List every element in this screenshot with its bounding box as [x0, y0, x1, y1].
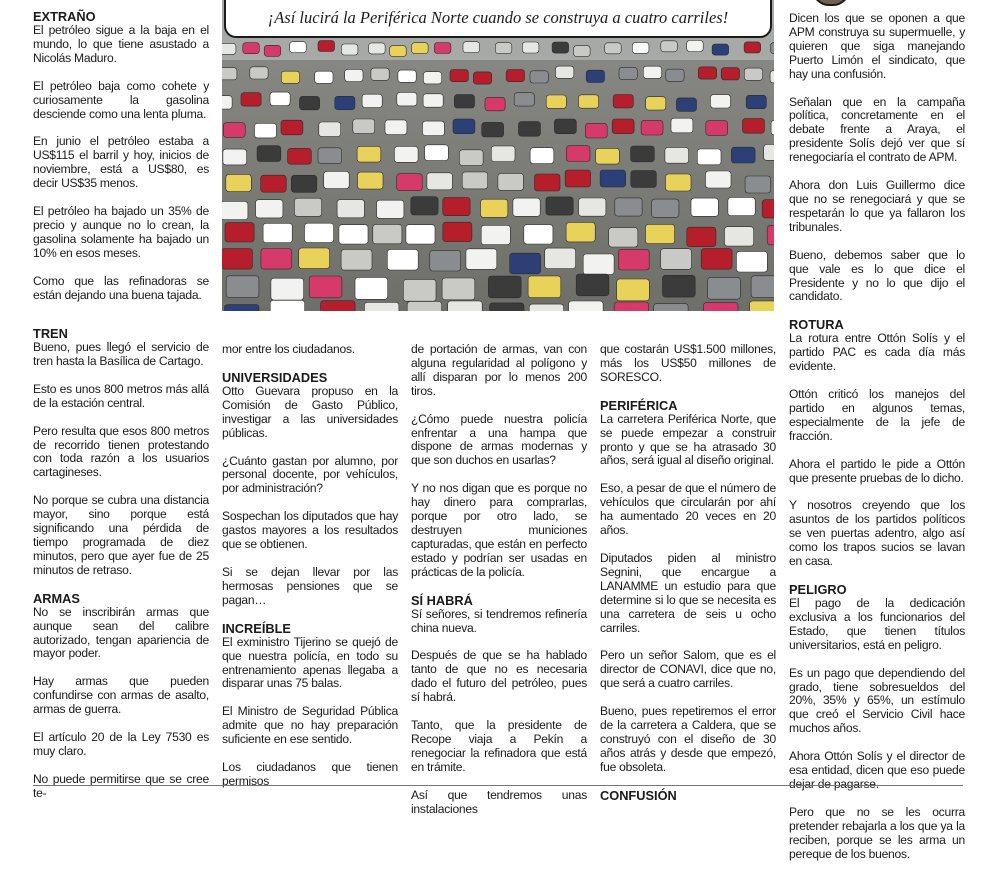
paragraph: No porque se cubra una distancia mayor, sino porque está significando una pérdida de tiempo programada de diez minutos, pero que ayer fue de 25 minutos de retraso.	[33, 493, 209, 577]
vehicle-shape	[466, 249, 497, 270]
vehicle-shape	[488, 276, 521, 298]
column-1-bottom	[33, 327, 209, 801]
vehicle-shape	[222, 68, 237, 80]
vehicle-shape	[434, 43, 451, 54]
vehicle-shape	[762, 200, 774, 218]
vehicle-shape	[261, 249, 292, 270]
vehicle-shape	[583, 254, 614, 275]
column-2	[222, 343, 398, 789]
vehicle-shape	[263, 223, 292, 242]
vehicle-shape	[299, 248, 330, 269]
vehicle-shape	[704, 302, 739, 311]
vehicle-shape	[697, 149, 721, 165]
paragraph: Tanto, que la presidente de Recope viaja a Pekín a renegociar la refinadora que está en trámite.	[411, 718, 587, 774]
vehicle-shape	[528, 276, 561, 298]
vehicle-shape	[764, 145, 774, 161]
paragraph: Ahora Ottón Solís y el director de esa entidad, dicen que eso puede dejar de pagarse.	[789, 749, 965, 791]
vehicle-shape	[618, 249, 649, 270]
vehicle-shape	[706, 121, 728, 136]
paragraph: El Ministro de Seguridad Pública admite que no hay preparación suficiente en ese sentido.	[222, 704, 398, 747]
vehicle-shape	[687, 227, 716, 246]
vehicle-shape	[746, 95, 766, 108]
vehicle-shape	[605, 43, 622, 54]
paragraph: Después de que se ha hablado tanto de que no es necesaria dado el futuro del petróleo, pues sí habrá.	[411, 648, 587, 705]
vehicle-shape	[241, 93, 261, 106]
vehicle-shape	[288, 148, 312, 164]
paragraph: No se inscribirán armas que aunque sean del calibre autorizado, tengan apariencia de mayor poder.	[33, 604, 209, 661]
vehicle-shape	[566, 146, 590, 162]
vehicle-shape	[341, 44, 358, 55]
vehicle-shape	[596, 148, 620, 164]
vehicle-shape	[632, 42, 649, 53]
vehicle-shape	[362, 94, 382, 107]
vehicle-shape	[617, 279, 650, 301]
vehicle-shape	[226, 175, 252, 192]
vehicle-shape	[397, 174, 423, 191]
bottom-divider	[33, 785, 963, 786]
vehicle-shape	[665, 147, 689, 163]
vehicle-shape	[462, 172, 488, 189]
vehicle-shape	[676, 98, 696, 111]
vehicle-shape	[305, 223, 334, 242]
vehicle-shape	[341, 250, 372, 271]
vehicle-shape	[750, 301, 774, 311]
vehicle-shape	[222, 96, 232, 109]
vehicle-shape	[394, 147, 418, 163]
vehicle-shape	[335, 96, 355, 109]
vehicle-shape	[319, 122, 341, 137]
paragraph: En junio el petróleo estaba a US$115 el barril y hoy, inicios de noviembre, está a US$80, es decir US$35 menos.	[33, 134, 209, 191]
paragraph: Sí señores, si tendremos refinería china nueva.	[411, 606, 587, 635]
vehicle-shape	[448, 301, 483, 311]
paragraph: Diputados piden al ministro Segnini, que encargue a LANAMME un estudio para que determine si lo que se necesita es una carretera de seis u ocho carriles.	[600, 550, 776, 635]
vehicle-shape	[671, 118, 693, 133]
vehicle-shape	[701, 249, 732, 270]
paragraph: El petróleo sigue a la baja en el mundo, lo que tiene asustado a Nicolás Maduro.	[33, 23, 209, 65]
vehicle-shape	[641, 120, 663, 135]
vehicle-shape	[290, 42, 307, 53]
paragraph: Sospechan los diputados que hay gastos mayores a los resultados que se obtienen.	[222, 509, 398, 552]
paragraph: ¿Cuánto gastan por alumno, por personal docente, por vehículos, por administración?	[222, 453, 398, 496]
paragraph: Los ciudadanos que tienen permisos	[222, 760, 398, 788]
vehicle-shape	[318, 41, 335, 52]
vehicle-shape	[427, 173, 453, 190]
vehicle-shape	[261, 175, 287, 192]
vehicle-shape	[407, 302, 442, 312]
vehicle-shape	[223, 149, 247, 165]
vehicle-shape	[721, 68, 739, 80]
column-3	[411, 343, 587, 816]
vehicle-shape	[519, 122, 541, 137]
paragraph: Si se dejan llevar por las hermosas pensiones que se pagan…	[222, 564, 398, 607]
photo-caption: ¡Así lucirá la Periférica Norte cuando se construya a cuatro carriles!	[224, 0, 772, 38]
vehicle-shape	[423, 121, 445, 136]
vehicle-shape	[661, 41, 678, 52]
vehicle-shape	[615, 198, 642, 216]
vehicle-shape	[345, 69, 363, 81]
paragraph: Eso, a pesar de que el número de vehículos que circularán por ahí ha aumentado 20 veces en 20 años.	[600, 481, 776, 538]
paragraph: La carretera Periférica Norte, que se puede empezar a construir pronto y que se ha atrasado 30 años, será igual al diseño original.	[600, 411, 776, 468]
vehicle-shape	[291, 175, 317, 192]
traffic-photo	[222, 0, 774, 311]
vehicle-shape	[646, 224, 675, 243]
vehicle-shape	[771, 120, 774, 135]
vehicle-shape	[586, 70, 604, 82]
paragraph: Hay armas que pueden confundirse con armas de asalto, armas de guerra.	[33, 674, 209, 717]
vehicle-shape	[270, 300, 305, 311]
vehicle-shape	[281, 71, 299, 83]
vehicle-shape	[222, 202, 248, 220]
paragraph: Y nosotros creyendo que los asuntos de los partidos políticos se ven puertas adentro, algo así como los trapos sucios se lavan en casa.	[789, 498, 965, 569]
vehicle-shape	[612, 119, 634, 134]
vehicle-shape	[357, 146, 381, 162]
paragraph: El pago de la dedicación exclusiva a los funcionarios del Estado, que tienen títulos universitarios, está en peligro.	[789, 596, 965, 652]
vehicle-shape	[430, 250, 461, 271]
vehicle-shape	[355, 278, 388, 300]
paragraph: Es un pago que dependiendo del grado, tiene sobresueldos del 20%, 35% y 65%, un estímulo que creó el Servicio Civil hace muchos años.	[789, 665, 965, 736]
vehicle-shape	[513, 198, 540, 216]
paragraph: Pero que no se les ocurra pretender rebajarla a los que ya la reciben, porque se les arma un pereque de los buenos.	[789, 804, 965, 861]
section-heading-si-habra: SÍ HABRÁ	[411, 592, 473, 608]
section-heading-periferica: PERIFÉRICA	[600, 397, 678, 413]
vehicle-shape	[631, 146, 655, 162]
paragraph: mor entre los ciudadanos.	[222, 342, 355, 356]
vehicle-shape	[654, 304, 689, 311]
paragraph: Otto Guevara propuso en la Comisión de Gasto Público, investigar a las universidades públicas.	[222, 383, 398, 440]
vehicle-shape	[566, 223, 595, 242]
vehicle-shape	[666, 174, 692, 191]
vehicle-shape	[385, 120, 407, 135]
vehicle-shape	[495, 43, 512, 54]
paragraph: Bueno, pues repetiremos el error de la carretera a Caldera, que se construyó con el diseño de 30 años atrás y desde que empezó, fue obsoleta.	[600, 704, 776, 774]
vehicle-shape	[545, 248, 576, 269]
vehicle-shape	[443, 198, 470, 216]
paragraph: Así que tendremos unas instalaciones	[411, 787, 587, 816]
vehicle-shape	[708, 277, 741, 299]
vehicle-shape	[728, 198, 755, 216]
vehicle-shape	[576, 274, 609, 296]
paragraph: Esto es unos 800 metros más allá de la estación central.	[33, 381, 209, 410]
vehicle-shape	[450, 70, 468, 82]
paragraph: Ottón criticó los manejos del partido en algunos temas, especialmente de la jefe de fracción.	[789, 387, 965, 443]
vehicle-shape	[257, 146, 281, 162]
section-heading-confusion: CONFUSIÓN	[600, 787, 677, 803]
vehicle-shape	[453, 119, 475, 134]
vehicle-shape	[485, 97, 505, 110]
paragraph: El petróleo baja como cohete y curiosamente la gasolina desciende como una lenta pluma.	[33, 78, 209, 121]
vehicle-shape	[552, 42, 569, 53]
vehicle-shape	[294, 198, 321, 216]
vehicle-shape	[687, 41, 704, 52]
vehicle-shape	[358, 172, 384, 189]
vehicle-shape	[731, 147, 755, 163]
vehicle-shape	[309, 276, 342, 298]
vehicle-shape	[770, 71, 774, 83]
vehicle-shape	[459, 150, 483, 166]
column-4	[600, 343, 776, 803]
vehicle-shape	[256, 200, 283, 218]
vehicle-shape	[412, 43, 429, 54]
vehicle-shape	[725, 227, 754, 246]
paragraph: Bueno, pues llegó el servicio de tren hasta la Basílica de Cartago.	[33, 340, 209, 368]
vehicle-shape	[364, 302, 399, 311]
vehicle-shape	[318, 148, 342, 164]
vehicle-shape	[225, 223, 254, 242]
section-heading-tren: TREN	[33, 326, 68, 341]
traffic-jam-illustration	[222, 0, 774, 311]
vehicle-shape	[514, 93, 534, 106]
vehicle-shape	[767, 225, 774, 244]
vehicle-shape	[510, 253, 541, 274]
section-heading-peligro: PELIGRO	[789, 582, 847, 597]
vehicle-shape	[250, 67, 268, 79]
vehicle-shape	[744, 68, 762, 80]
vehicle-shape	[574, 46, 591, 57]
vehicle-shape	[411, 197, 438, 215]
vehicle-shape	[406, 225, 435, 244]
vehicle-shape	[579, 198, 606, 216]
vehicle-shape	[490, 303, 525, 311]
vehicle-shape	[751, 276, 774, 298]
vehicle-shape	[281, 120, 303, 135]
vehicle-shape	[373, 224, 402, 243]
section-heading-armas: ARMAS	[33, 590, 80, 606]
vehicle-shape	[371, 68, 389, 80]
vehicle-shape	[369, 43, 386, 54]
section-heading-increible: INCREÍBLE	[222, 620, 291, 636]
vehicle-shape	[554, 119, 576, 134]
vehicle-shape	[315, 71, 333, 83]
section-heading-rotura: ROTURA	[789, 317, 844, 333]
vehicle-shape	[491, 146, 515, 162]
vehicle-shape	[481, 199, 508, 217]
vehicle-shape	[222, 249, 252, 270]
vehicle-shape	[619, 67, 637, 79]
vehicle-shape	[743, 119, 765, 134]
vehicle-shape	[546, 197, 573, 215]
paragraph: Bueno, debemos saber que lo que vale es lo que dice el Presidente y no lo que dijo el candidato.	[789, 247, 965, 304]
vehicle-shape	[300, 96, 320, 109]
paragraph: Pero resulta que esos 800 metros de recorrido tienen protestando con toda razón a los usuarios cartagineses.	[33, 423, 209, 480]
paragraph: Y no nos digan que es porque no hay dinero para comprarlas, porque por otro lado, se destruyen municiones capturadas, que están en perfecto estado y podrían ser usadas en prácticas de la policía.	[411, 481, 587, 579]
vehicle-shape	[423, 72, 441, 84]
vehicle-shape	[522, 42, 539, 53]
vehicle-shape	[243, 43, 259, 54]
paragraph: que costarán US$1.500 millones, más los US$50 millones de SORESCO.	[600, 342, 776, 384]
vehicle-shape	[390, 46, 407, 57]
vehicle-shape	[442, 278, 475, 300]
vehicle-shape	[443, 222, 472, 241]
vehicle-shape	[535, 174, 561, 191]
paragraph: Señalan que en la campaña política, concretamente en el debate frente a Araya, el presidente Solís dejó ver que sí renegociaría el contrato de APM.	[789, 94, 965, 165]
vehicle-shape	[226, 276, 259, 298]
vehicle-shape	[585, 123, 607, 138]
vehicle-shape	[698, 67, 716, 79]
paragraph: No puede permitirse que se cree te-	[33, 771, 209, 800]
vehicle-shape	[691, 198, 718, 216]
vehicle-shape	[387, 249, 418, 270]
vehicle-shape	[498, 173, 524, 190]
column-5	[789, 12, 965, 862]
section-heading-extrano: EXTRAÑO	[33, 9, 96, 24]
paragraph: Ahora don Luis Guillermo dice que no se renegociará y que se respetarán lo que ya fallaron los tribunales.	[789, 178, 965, 234]
vehicle-shape	[271, 278, 304, 300]
vehicle-shape	[398, 70, 416, 82]
vehicle-shape	[270, 92, 290, 105]
vehicle-shape	[609, 228, 638, 247]
vehicle-shape	[377, 200, 404, 218]
vehicle-shape	[646, 97, 666, 110]
vehicle-shape	[643, 66, 661, 78]
vehicle-shape	[569, 301, 604, 311]
vehicle-shape	[652, 199, 679, 217]
vehicle-shape	[736, 251, 767, 272]
paragraph: El exministro Tijerino se quejó de que nuestra policía, en todo su entrenamiento apenas llegaba a disparar unas 75 balas.	[222, 634, 398, 691]
vehicle-shape	[771, 43, 775, 54]
vehicle-shape	[397, 93, 417, 106]
vehicle-shape	[425, 145, 449, 161]
vehicle-shape	[614, 302, 649, 311]
vehicle-shape	[423, 94, 443, 107]
vehicle-shape	[579, 95, 599, 108]
vehicle-shape	[403, 279, 436, 301]
vehicle-shape	[710, 95, 730, 108]
vehicle-shape	[613, 95, 633, 108]
vehicle-shape	[565, 170, 591, 187]
paragraph: El artículo 20 de la Ley 7530 es muy claro.	[33, 730, 209, 758]
vehicle-shape	[666, 69, 684, 81]
vehicle-shape	[454, 95, 474, 108]
paragraph: Pero un señor Salom, que es el director de CONAVI, dice que no, que será a cuatro carriles.	[600, 648, 776, 691]
vehicle-shape	[530, 71, 548, 83]
vehicle-shape	[745, 176, 771, 193]
vehicle-shape	[321, 301, 356, 311]
vehicle-shape	[663, 275, 696, 297]
vehicle-shape	[264, 45, 281, 56]
vehicle-shape	[339, 225, 368, 244]
vehicle-shape	[473, 72, 491, 84]
vehicle-shape	[744, 42, 761, 53]
paragraph: de portación de armas, van con alguna regularidad al polígono y allí disparan por lo menos 200 tiros.	[411, 342, 587, 398]
vehicle-shape	[223, 123, 245, 138]
vehicle-shape	[712, 44, 729, 55]
vehicle-shape	[529, 304, 564, 311]
vehicle-shape	[353, 119, 375, 134]
emblem-icon	[812, 0, 850, 6]
vehicle-shape	[222, 43, 236, 54]
vehicle-shape	[463, 42, 480, 53]
section-heading-universidades: UNIVERSIDADES	[222, 369, 328, 385]
column-1-top	[33, 10, 209, 303]
vehicle-shape	[661, 249, 692, 270]
vehicle-shape	[600, 170, 626, 187]
paragraph: ¿Cómo puede nuestra policía enfrentar a una hampa que dispone de armas modernas y que son duchos en usarlas?	[411, 411, 587, 468]
paragraph: Ahora el partido le pide a Ottón que presente pruebas de lo dicho.	[789, 456, 965, 485]
vehicle-shape	[546, 95, 566, 108]
vehicle-shape	[506, 70, 524, 82]
vehicle-shape	[482, 122, 504, 137]
paragraph: Dicen los que se oponen a que APM construya su supermuelle, y quieren que siga manejando Puerto Limón el sindicato, que hay una confusión.	[789, 11, 965, 81]
vehicle-shape	[706, 171, 732, 188]
vehicle-shape	[255, 123, 277, 138]
vehicle-shape	[481, 225, 510, 244]
vehicle-shape	[631, 171, 657, 188]
vehicle-shape	[524, 225, 553, 244]
paragraph: La rotura entre Ottón Solís y el partido PAC es cada día más evidente.	[789, 331, 965, 374]
vehicle-shape	[225, 305, 260, 312]
vehicle-shape	[324, 172, 350, 189]
vehicle-shape	[530, 148, 554, 164]
vehicle-shape	[556, 66, 574, 78]
paragraph: El petróleo ha bajado un 35% de precio y aunque no lo crean, la gasolina solamente ha bajado un 10% en esos meses.	[33, 204, 209, 260]
paragraph: Como que las refinadoras se están dejando una buena tajada.	[33, 273, 209, 302]
vehicle-shape	[337, 200, 364, 218]
